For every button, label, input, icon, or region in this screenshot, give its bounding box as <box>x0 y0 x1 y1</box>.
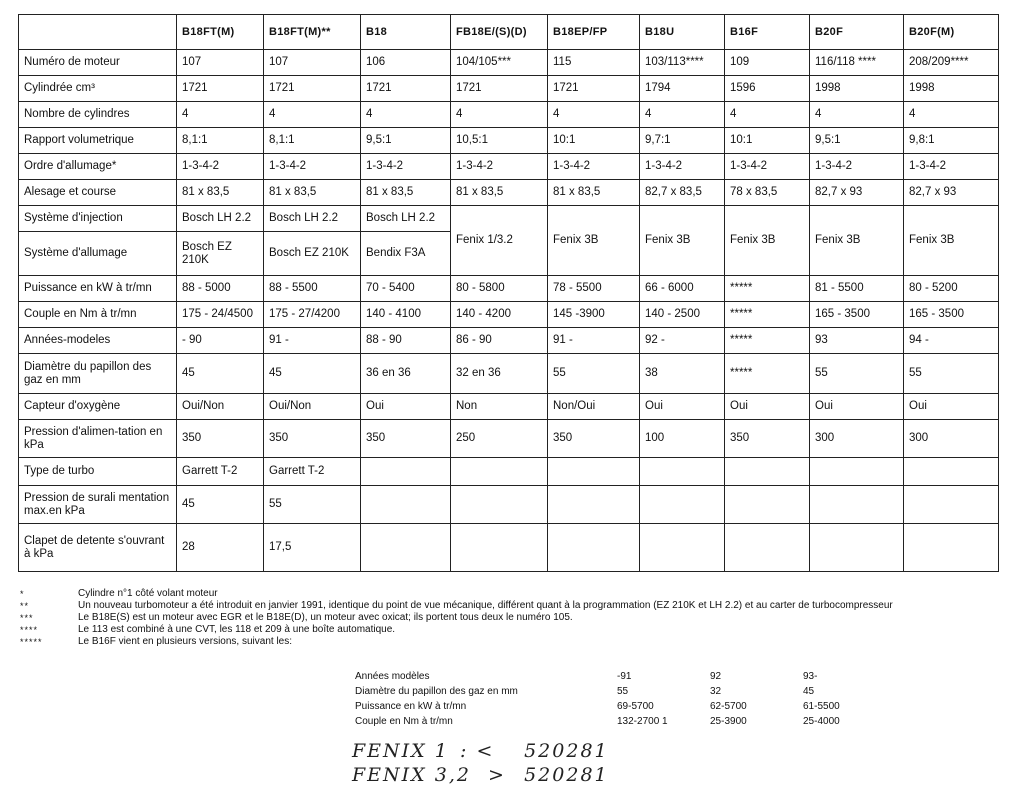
table-cell: 9,5:1 <box>810 128 904 154</box>
table-cell <box>451 486 548 524</box>
table-cell: 10,5:1 <box>451 128 548 154</box>
table-cell: 81 x 83,5 <box>451 180 548 206</box>
table-cell <box>810 524 904 572</box>
table-cell: 1721 <box>548 76 640 102</box>
table-cell: 92 <box>710 671 722 682</box>
table-cell: 45 <box>177 486 264 524</box>
table-cell <box>725 458 810 486</box>
header-cell: B20F(M) <box>904 15 999 50</box>
table-row <box>19 354 999 394</box>
table-cell: 140 - 4200 <box>451 302 548 328</box>
table-cell: 4 <box>361 102 451 128</box>
table-cell: ***** <box>725 354 810 394</box>
table-cell: 93 <box>810 328 904 354</box>
table-cell: 175 - 24/4500 <box>177 302 264 328</box>
table-cell: 4 <box>177 102 264 128</box>
table-cell: 4 <box>548 102 640 128</box>
table-cell: Fenix 3B <box>725 206 810 276</box>
table-cell: 300 <box>810 420 904 458</box>
handwritten-value: 520281 <box>524 764 609 786</box>
row-label: Clapet de detente s'ouvrant à kPa <box>19 524 177 572</box>
footnote-mark: ***** <box>20 637 43 647</box>
table-cell: 81 x 83,5 <box>361 180 451 206</box>
table-cell <box>904 486 999 524</box>
table-cell: Bosch LH 2.2 <box>361 206 451 232</box>
table-cell: 4 <box>810 102 904 128</box>
table-cell: 1-3-4-2 <box>810 154 904 180</box>
table-cell: 350 <box>264 420 361 458</box>
table-row <box>19 394 999 420</box>
table-cell: 107 <box>177 50 264 76</box>
table-cell: 55 <box>264 486 361 524</box>
table-row <box>19 76 999 102</box>
table-cell: 80 - 5200 <box>904 276 999 302</box>
row-label: Années modèles <box>355 671 430 682</box>
table-row <box>19 206 999 232</box>
table-cell: Bosch LH 2.2 <box>177 206 264 232</box>
table-cell: 106 <box>361 50 451 76</box>
table-cell: 100 <box>640 420 725 458</box>
table-cell: 10:1 <box>725 128 810 154</box>
table-cell: 250 <box>451 420 548 458</box>
handwritten-sign: : < <box>460 740 495 762</box>
header-cell: B18FT(M) <box>177 15 264 50</box>
table-cell: 140 - 2500 <box>640 302 725 328</box>
table-row <box>19 524 999 572</box>
row-label: Puissance en kW à tr/mn <box>19 276 177 302</box>
table-cell: 1-3-4-2 <box>548 154 640 180</box>
table-cell: 9,8:1 <box>904 128 999 154</box>
table-row <box>19 102 999 128</box>
table-row <box>19 328 999 354</box>
table-cell <box>810 458 904 486</box>
table-cell: 10:1 <box>548 128 640 154</box>
table-row <box>19 486 999 524</box>
table-cell: 1-3-4-2 <box>904 154 999 180</box>
header-cell: B18 <box>361 15 451 50</box>
footnote-text: Le B18E(S) est un moteur avec EGR et le B18E(D), un moteur avec oxicat; ils portent tous deux le numéro 105. <box>78 612 573 623</box>
table-cell: Bosch EZ 210K <box>264 232 361 276</box>
row-label: Rapport volumetrique <box>19 128 177 154</box>
footnote-mark: **** <box>20 625 39 635</box>
footnote <box>18 624 1008 636</box>
footnote-text: Cylindre n°1 côté volant moteur <box>78 588 218 599</box>
table-row <box>19 276 999 302</box>
table-cell: 8,1:1 <box>264 128 361 154</box>
table-cell <box>640 524 725 572</box>
table-cell: 4 <box>264 102 361 128</box>
table-cell: 88 - 5500 <box>264 276 361 302</box>
header-cell: B18FT(M)** <box>264 15 361 50</box>
footnote-text: Le B16F vient en plusieurs versions, suivant les: <box>78 636 292 647</box>
table-row <box>19 180 999 206</box>
footnote-mark: * <box>20 589 25 599</box>
table-cell: 116/118 **** <box>810 50 904 76</box>
table-cell: 78 - 5500 <box>548 276 640 302</box>
row-label: Puissance en kW à tr/mn <box>355 701 467 712</box>
table-row <box>355 669 896 684</box>
table-cell <box>361 486 451 524</box>
table-cell: 55 <box>548 354 640 394</box>
table-cell: 165 - 3500 <box>810 302 904 328</box>
table-cell: 80 - 5800 <box>451 276 548 302</box>
table-cell <box>904 458 999 486</box>
table-cell: - 90 <box>177 328 264 354</box>
table-row <box>19 420 999 458</box>
table-cell: 91 - <box>548 328 640 354</box>
handwritten-label: FENIX 3,2 <box>352 764 471 786</box>
table-cell <box>725 524 810 572</box>
table-cell: Fenix 3B <box>904 206 999 276</box>
table-cell: 81 x 83,5 <box>548 180 640 206</box>
row-label: Système d'injection <box>19 206 177 232</box>
footnote-mark: *** <box>20 613 34 623</box>
table-cell: 104/105*** <box>451 50 548 76</box>
handwritten-value: 520281 <box>524 740 609 762</box>
row-label: Alesage et course <box>19 180 177 206</box>
footnote <box>18 636 1008 648</box>
footnote-text: Un nouveau turbomoteur a été introduit en janvier 1991, identique du point de vue mécanique, différent quant à la programmation (EZ 210K et LH 2.2) et au carter de turbocompresseur <box>78 600 893 611</box>
table-cell: 9,5:1 <box>361 128 451 154</box>
header-cell: B20F <box>810 15 904 50</box>
table-cell: Garrett T-2 <box>177 458 264 486</box>
footnote <box>18 600 1008 612</box>
row-label: Diamètre du papillon des gaz en mm <box>19 354 177 394</box>
table-cell: Oui <box>904 394 999 420</box>
table-cell: ***** <box>725 276 810 302</box>
row-label: Pression d'alimen-tation en kPa <box>19 420 177 458</box>
header-cell: B18U <box>640 15 725 50</box>
table-row <box>355 684 896 699</box>
table-cell: 1-3-4-2 <box>264 154 361 180</box>
table-cell: 1596 <box>725 76 810 102</box>
row-label: Années-modeles <box>19 328 177 354</box>
table-cell: 66 - 6000 <box>640 276 725 302</box>
table-cell: 94 - <box>904 328 999 354</box>
table-cell: 28 <box>177 524 264 572</box>
table-row <box>19 128 999 154</box>
table-cell: 45 <box>177 354 264 394</box>
handwritten-note <box>352 740 609 762</box>
b16f-versions-table <box>355 669 896 729</box>
table-cell: 9,7:1 <box>640 128 725 154</box>
table-cell: 4 <box>904 102 999 128</box>
row-label: Système d'allumage <box>19 232 177 276</box>
table-cell <box>640 486 725 524</box>
table-cell <box>810 486 904 524</box>
row-label: Type de turbo <box>19 458 177 486</box>
table-cell: 107 <box>264 50 361 76</box>
table-cell: Fenix 3B <box>548 206 640 276</box>
table-cell: 1721 <box>264 76 361 102</box>
table-cell: 55 <box>617 686 629 697</box>
table-cell: 25-4000 <box>803 716 840 727</box>
table-cell: 350 <box>725 420 810 458</box>
table-cell: -91 <box>617 671 632 682</box>
table-row <box>355 714 896 729</box>
row-label: Couple en Nm à tr/mn <box>19 302 177 328</box>
table-cell <box>548 524 640 572</box>
table-cell: Fenix 1/3.2 <box>451 206 548 276</box>
table-cell: 93- <box>803 671 818 682</box>
table-cell: ***** <box>725 328 810 354</box>
row-label: Diamètre du papillon des gaz en mm <box>355 686 518 697</box>
table-cell <box>725 486 810 524</box>
table-cell: 350 <box>361 420 451 458</box>
row-label: Cylindrée cm³ <box>19 76 177 102</box>
table-cell: 1721 <box>177 76 264 102</box>
table-cell: 1-3-4-2 <box>361 154 451 180</box>
table-cell: 1998 <box>810 76 904 102</box>
table-cell: 92 - <box>640 328 725 354</box>
table-cell: Oui <box>640 394 725 420</box>
table-cell: 132-2700 1 <box>617 716 668 727</box>
table-cell: 62-5700 <box>710 701 747 712</box>
table-cell: 45 <box>803 686 815 697</box>
table-cell <box>451 524 548 572</box>
table-cell: 32 <box>710 686 722 697</box>
table-cell: 1721 <box>451 76 548 102</box>
table-cell <box>361 458 451 486</box>
table-row <box>19 50 999 76</box>
table-cell <box>904 524 999 572</box>
handwritten-sign: > <box>488 764 506 786</box>
table-cell <box>548 486 640 524</box>
table-cell: Bosch LH 2.2 <box>264 206 361 232</box>
table-cell: 82,7 x 83,5 <box>640 180 725 206</box>
table-cell: 36 en 36 <box>361 354 451 394</box>
table-cell: 88 - 5000 <box>177 276 264 302</box>
table-cell: 88 - 90 <box>361 328 451 354</box>
table-cell: Oui/Non <box>177 394 264 420</box>
footnote <box>18 588 1008 600</box>
table-cell: 61-5500 <box>803 701 840 712</box>
table-cell: 82,7 x 93 <box>810 180 904 206</box>
table-cell: 103/113**** <box>640 50 725 76</box>
table-cell: 25-3900 <box>710 716 747 727</box>
table-cell: 1794 <box>640 76 725 102</box>
table-cell: Fenix 3B <box>810 206 904 276</box>
table-cell: 81 - 5500 <box>810 276 904 302</box>
table-cell: 82,7 x 93 <box>904 180 999 206</box>
table-cell: 140 - 4100 <box>361 302 451 328</box>
table-cell: 175 - 27/4200 <box>264 302 361 328</box>
row-label: Nombre de cylindres <box>19 102 177 128</box>
footnote-text: Le 113 est combiné à une CVT, les 118 et 209 à une boîte automatique. <box>78 624 396 635</box>
table-row <box>19 154 999 180</box>
table-cell: 32 en 36 <box>451 354 548 394</box>
table-cell: 45 <box>264 354 361 394</box>
row-label: Ordre d'allumage* <box>19 154 177 180</box>
handwritten-label: FENIX 1 <box>352 740 449 762</box>
table-cell: 1-3-4-2 <box>451 154 548 180</box>
table-cell: ***** <box>725 302 810 328</box>
footnote-mark: ** <box>20 601 30 611</box>
table-cell: 350 <box>548 420 640 458</box>
table-cell: 300 <box>904 420 999 458</box>
table-cell: 109 <box>725 50 810 76</box>
table-cell: Oui <box>810 394 904 420</box>
row-label: Capteur d'oxygène <box>19 394 177 420</box>
table-cell: 1998 <box>904 76 999 102</box>
row-label: Pression de surali mentation max.en kPa <box>19 486 177 524</box>
table-cell: Oui/Non <box>264 394 361 420</box>
table-cell: 81 x 83,5 <box>264 180 361 206</box>
row-label: Numéro de moteur <box>19 50 177 76</box>
table-cell <box>548 458 640 486</box>
table-cell: 81 x 83,5 <box>177 180 264 206</box>
table-cell: 4 <box>725 102 810 128</box>
header-row <box>19 15 999 50</box>
table-cell: 1-3-4-2 <box>725 154 810 180</box>
table-cell: Non/Oui <box>548 394 640 420</box>
table-cell: Bendix F3A <box>361 232 451 276</box>
table-cell <box>361 524 451 572</box>
table-row <box>19 458 999 486</box>
footnotes <box>18 588 1008 648</box>
header-cell: B16F <box>725 15 810 50</box>
handwritten-note <box>352 764 609 786</box>
table-cell: 86 - 90 <box>451 328 548 354</box>
table-cell: 1721 <box>361 76 451 102</box>
engine-spec-table <box>18 14 999 572</box>
table-cell: 69-5700 <box>617 701 654 712</box>
table-cell: Oui <box>725 394 810 420</box>
table-cell <box>451 458 548 486</box>
table-cell: 1-3-4-2 <box>177 154 264 180</box>
header-cell: FB18E/(S)(D) <box>451 15 548 50</box>
row-label: Couple en Nm à tr/mn <box>355 716 453 727</box>
table-cell: 1-3-4-2 <box>640 154 725 180</box>
table-cell: 8,1:1 <box>177 128 264 154</box>
table-cell: 115 <box>548 50 640 76</box>
table-cell: Oui <box>361 394 451 420</box>
table-cell: 17,5 <box>264 524 361 572</box>
table-cell: Non <box>451 394 548 420</box>
table-cell: 145 -3900 <box>548 302 640 328</box>
table-row <box>355 699 896 714</box>
table-cell: 165 - 3500 <box>904 302 999 328</box>
table-row <box>19 302 999 328</box>
table-cell: 4 <box>451 102 548 128</box>
footnote <box>18 612 1008 624</box>
table-cell: Fenix 3B <box>640 206 725 276</box>
table-cell: 350 <box>177 420 264 458</box>
header-cell: B18EP/FP <box>548 15 640 50</box>
table-cell: 55 <box>904 354 999 394</box>
table-cell: Bosch EZ 210K <box>177 232 264 276</box>
table-cell: 91 - <box>264 328 361 354</box>
table-cell: 70 - 5400 <box>361 276 451 302</box>
table-cell: 4 <box>640 102 725 128</box>
table-cell: 38 <box>640 354 725 394</box>
table-cell: 55 <box>810 354 904 394</box>
header-cell <box>19 15 177 50</box>
table-cell: 208/209**** <box>904 50 999 76</box>
table-cell: Garrett T-2 <box>264 458 361 486</box>
table-cell: 78 x 83,5 <box>725 180 810 206</box>
table-cell <box>640 458 725 486</box>
